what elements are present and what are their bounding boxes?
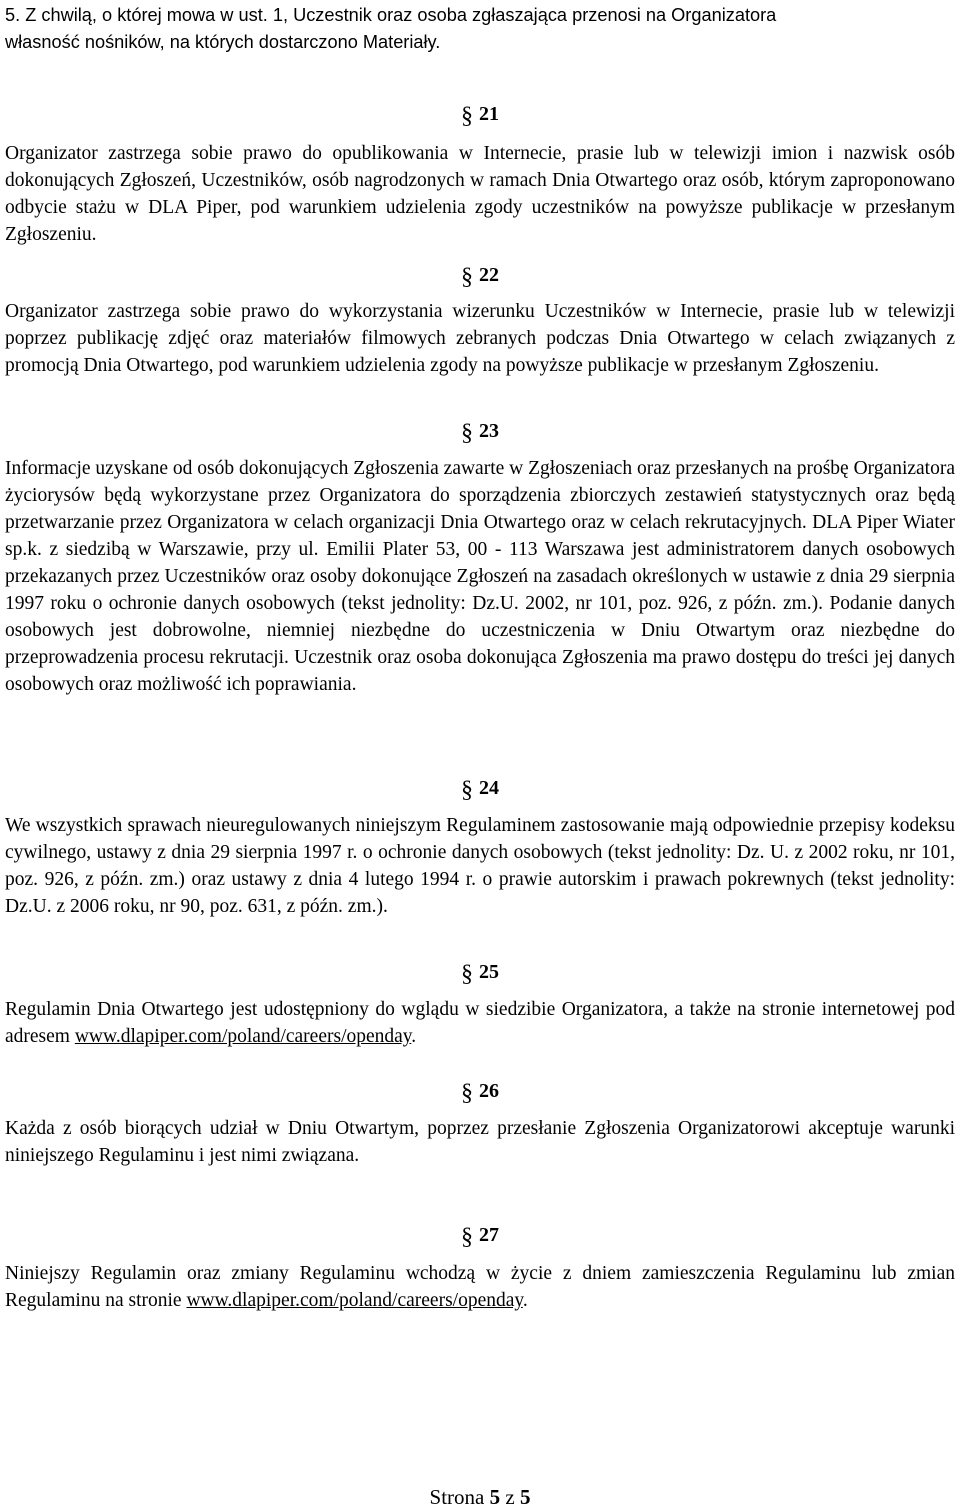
footer-current-page: 5	[489, 1485, 501, 1509]
section-24-heading	[0, 774, 960, 801]
openday-link[interactable]: www.dlapiper.com/poland/careers/openday	[186, 1290, 523, 1311]
section-25-body: Regulamin Dnia Otwartego jest udostępniony do wglądu w siedzibie Organizatora, a także na stronie internetowej pod adresem	[5, 999, 955, 1047]
section-25-end: .	[411, 1026, 417, 1047]
section-number: 27	[479, 1224, 499, 1246]
section-24-body: We wszystkich sprawach nieuregulowanych niniejszym Regulaminem zastosowanie mają odpowiednie przepisy kodeksu cywilnego, ustawy z dnia 29 sierpnia 1997 r. o ochronie danych osobowych (tekst jednolity: Dz. U. z 2002 roku, nr 101, poz. 926, z późn. zm.) oraz ustawy z dnia 4 lutego 1994 r. o prawie autorskim i prawach pokrewnych (tekst jednolity: Dz.U. z 2006 roku, nr 90, poz. 631, z późn. zm.).	[5, 815, 955, 917]
section-symbol: §	[461, 961, 473, 987]
section-21-body: Organizator zastrzega sobie prawo do opublikowania w Internecie, prasie lub w telewizji imion i nazwisk osób dokonujących Zgłoszeń, Uczestników, osób nagrodzonych w ramach Dnia Otwartego oraz osób, którym zaproponowano odbycie stażu w DLA Piper, pod warunkiem udzielenia zgody uczestników na powyższe publikacje w przesłanym Zgłoszeniu.	[5, 143, 955, 245]
section-23-text	[5, 455, 955, 698]
section-24-text	[5, 812, 955, 920]
section-27-heading	[0, 1221, 960, 1248]
section-25-text	[5, 996, 955, 1050]
section-number: 25	[479, 961, 499, 983]
footer-prefix: Strona	[429, 1485, 485, 1509]
section-22-heading	[0, 261, 960, 288]
section-symbol: §	[461, 777, 473, 803]
section-number: 24	[479, 777, 499, 799]
section-symbol: §	[461, 1224, 473, 1250]
item-5-line-1: 5. Z chwilą, o której mowa w ust. 1, Uczestnik oraz osoba zgłaszająca przenosi na Organizatora	[5, 5, 777, 25]
section-27-body: Niniejszy Regulamin oraz zmiany Regulaminu wchodzą w życie z dniem zamieszczenia Regulaminu lub zmian Regulaminu na stronie	[5, 1263, 955, 1311]
section-symbol: §	[461, 420, 473, 446]
section-21-heading	[0, 100, 960, 127]
section-26-body: Każda z osób biorących udział w Dniu Otwartym, poprzez przesłanie Zgłoszenia Organizatorowi akceptuje warunki niniejszego Regulaminu i jest nimi związana.	[5, 1118, 955, 1166]
section-25-heading	[0, 958, 960, 985]
section-27-end: .	[522, 1290, 528, 1311]
section-symbol: §	[461, 103, 473, 129]
section-22-body: Organizator zastrzega sobie prawo do wykorzystania wizerunku Uczestników w Internecie, prasie lub w telewizji poprzez publikację zdjęć oraz materiałów filmowych zebranych podczas Dnia Otwartego w celach związanych z promocją Dnia Otwartego, pod warunkiem udzielenia zgody na powyższe publikacje w przesłanym Zgłoszeniu.	[5, 301, 955, 376]
section-23-heading	[0, 417, 960, 444]
item-5-line-2: własność nośników, na których dostarczono Materiały.	[5, 32, 441, 52]
section-number: 21	[479, 103, 499, 125]
section-26-text	[5, 1115, 955, 1169]
section-symbol: §	[461, 264, 473, 290]
openday-link[interactable]: www.dlapiper.com/poland/careers/openday	[74, 1026, 412, 1047]
footer-total-pages: 5	[519, 1485, 531, 1509]
section-23-body: Informacje uzyskane od osób dokonujących Zgłoszenia zawarte w Zgłoszeniach oraz przesłanych na prośbę Organizatora życiorysów będą wykorzystane przez Organizatora do sporządzenia zbiorczych zestawień statystycznych oraz będą przetwarzanie przez Organizatora w celach organizacji Dnia Otwartego oraz w celach rekrutacyjnych. DLA Piper Wiater sp.k. z siedzibą w Warszawie, przy ul. Emilii Plater 53, 00 - 113 Warszawa jest administratorem danych osobowych przekazanych przez Uczestników oraz osoby dokonujące Zgłoszeń na zasadach określonych w ustawie z dnia 29 sierpnia 1997 roku o ochronie danych osobowych (tekst jednolity: Dz.U. 2002, nr 101, poz. 926, z późn. zm.). Podanie danych osobowych jest dobrowolne, niemniej niezbędne do uczestniczenia w Dniu Otwartym oraz niezbędne do przeprowadzenia procesu rekrutacji. Uczestnik oraz osoba dokonująca Zgłoszenia ma prawo dostępu do treści jej danych osobowych oraz możliwość ich poprawiania.	[5, 458, 955, 695]
footer-separator: z	[505, 1485, 515, 1509]
section-number: 23	[479, 420, 499, 442]
section-27-text	[5, 1260, 955, 1314]
item-5-paragraph	[5, 2, 955, 56]
section-21-text	[5, 140, 955, 248]
page-number-footer	[0, 1485, 960, 1510]
section-number: 22	[479, 264, 499, 286]
section-symbol: §	[461, 1080, 473, 1106]
section-26-heading	[0, 1077, 960, 1104]
section-number: 26	[479, 1080, 499, 1102]
section-22-text	[5, 298, 955, 379]
